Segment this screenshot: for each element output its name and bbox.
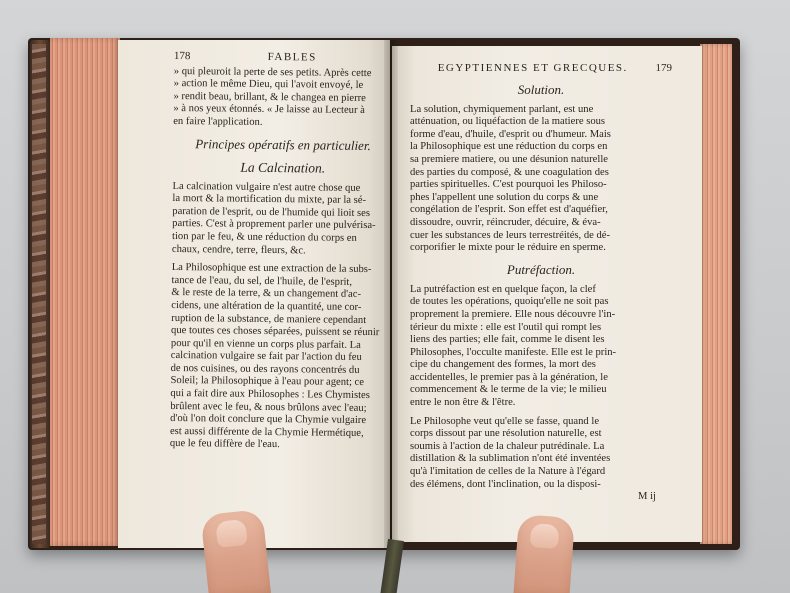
text-line: sa premiere matiere, ou une désunion naturelle <box>410 153 608 165</box>
section-heading: Solution. <box>517 81 565 97</box>
text-line: parties spirituelles. C'est pourquoi les Philoso- <box>410 179 607 191</box>
marbled-endpaper <box>32 44 46 544</box>
section-heading: Principes opératifs en particulier. <box>195 135 371 153</box>
right-running-head <box>410 62 672 75</box>
right-page-edges <box>700 44 732 544</box>
text-line: soumis à l'action de la chaleur putrédinale. La <box>410 440 605 452</box>
text-line: corps dissout par une résolution naturelle, est <box>410 428 602 440</box>
text-line: corporifier le mixte pour le réduire en sperme. <box>410 242 606 254</box>
text-line: forme d'eau, d'huile, d'esprit ou d'humeur. Mais <box>410 128 611 140</box>
text-line: pour qu'il en vienne un corps plus parfait. La <box>170 337 361 351</box>
text-line: qu'à l'imitation de celles de la Nature à l'égard <box>410 466 606 478</box>
text-line: est aussi différente de la Chymie Hermétique, <box>169 425 364 439</box>
right-thumb <box>513 514 575 593</box>
text-line: distillation & la sublimation n'ont été inventées <box>410 453 611 465</box>
text-line: cidens, une altération de la quantité, une cor- <box>171 299 362 313</box>
text-line: des parties du composé, & une coagulation des <box>410 166 609 178</box>
text-line: térieur du mixte : elle est l'outil qui rompt les <box>410 321 602 333</box>
text-line: brûlent avec le feu, & nous brûlons avec l'eau; <box>170 400 367 414</box>
text-line: commencement & le terme de la vie; le milieu <box>410 384 607 396</box>
text-line: ruption de la substance, de maniere cependant <box>171 312 367 326</box>
right-page <box>392 46 702 542</box>
left-running-title: FABLES <box>267 50 317 64</box>
left-page-text <box>170 50 390 453</box>
text-line: phes l'appellent une solution du corps & une <box>410 191 599 203</box>
section-heading: La Calcination. <box>240 159 326 176</box>
right-page-text <box>410 62 672 504</box>
section-heading: Putréfaction. <box>506 261 576 277</box>
text-line: » à nos yeux étonnés. « Je laisse au Lecteur à <box>173 103 365 117</box>
text-line: Le Philosophe veut qu'elle se fasse, quand le <box>410 415 600 427</box>
left-running-head <box>174 50 390 65</box>
text-line: La Philosophique est une extraction de la subs- <box>171 262 372 276</box>
text-line: chaux, cendre, terre, fleurs, &c. <box>171 243 306 256</box>
text-line: La putréfaction est en quelque façon, la clef <box>410 283 596 295</box>
text-line: liens des parties; elle fait, comme le disent les <box>410 334 605 346</box>
left-page-edges <box>50 38 120 546</box>
right-running-title: EGYPTIENNES ET GRECQUES. <box>437 62 628 74</box>
text-line: la Philosophique est une réduction du corps en <box>410 141 608 153</box>
text-line: Philosophes, l'occulte manifeste. Elle est le prin- <box>410 346 617 358</box>
thumbnail <box>530 523 560 549</box>
text-line: calcination vulgaire se fait par l'action du feu <box>170 350 362 364</box>
text-line: proprement la premiere. Elle nous découvre l'in- <box>410 308 616 320</box>
text-line: La solution, chymiquement parlant, est une <box>410 103 594 115</box>
text-line: d'où l'on doit conclure que la Chymie vulgaire <box>170 413 367 427</box>
text-line: tion par le feu, & une réduction du corps en <box>171 230 357 244</box>
text-line: des élémens, dont l'inclination, ou la disposi- <box>410 478 601 490</box>
text-line: tance de l'eau, du sel, de l'huile, de l'esprit, <box>171 274 353 288</box>
left-page <box>118 40 390 548</box>
book-gutter <box>384 40 398 548</box>
text-line: que le feu diffère de l'eau. <box>169 438 280 451</box>
text-line: en faire l'application. <box>173 115 263 128</box>
text-line: accidentelles, le premier pas à la génération, le <box>410 371 608 383</box>
text-line: entre le non être & l'être. <box>410 397 516 409</box>
text-line: paration de l'esprit, ou de l'humide qui lioit ses <box>172 205 371 219</box>
right-page-number: 179 <box>655 62 672 74</box>
text-line: » action le même Dieu, qui l'avoit envoyé, le <box>173 78 364 92</box>
text-line: de nos cuisines, ou des rayons concentrés du <box>170 362 360 376</box>
text-line: parties. C'est à proprement parler une pulvérisa- <box>172 218 376 232</box>
text-line: qui a fait dire aux Philosophes : Les Chymistes <box>170 388 370 402</box>
left-page-number: 178 <box>173 50 191 63</box>
text-line: de toutes les opérations, quoiqu'elle ne soit pas <box>410 296 609 308</box>
left-thumb <box>200 509 271 593</box>
text-line: cipe du changement des formes, la mort des <box>410 359 596 371</box>
text-line: la mort & la mortification du mixte, par la sé- <box>172 193 367 207</box>
text-line: La calcination vulgaire n'est autre chose que <box>172 180 361 194</box>
text-line: dissoudre, ouvrir, réincruder, décuire, & éva- <box>410 216 601 228</box>
text-line: atténuation, ou liquéfaction de la matiere sous <box>410 116 606 128</box>
text-line: » qui pleuroit la perte de ses petits. Après cette <box>173 65 372 79</box>
text-line: que toutes ces choses séparées, puissent se réunir <box>171 325 380 339</box>
text-line: cuer les substances de leurs terrestréités, de dé- <box>410 229 611 241</box>
text-line: & le reste de la terre, & un changement d'ac- <box>171 287 362 301</box>
signature-mark: M ij <box>638 491 656 503</box>
text-line: congélation de l'esprit. Son effet est d'aquéfier, <box>410 204 608 216</box>
text-line: Soleil; la Philosophique à l'eau pour agent; ce <box>170 375 365 389</box>
text-line: » rendit beau, brillant, & le changea en pierre <box>173 90 366 104</box>
thumbnail <box>215 519 248 548</box>
